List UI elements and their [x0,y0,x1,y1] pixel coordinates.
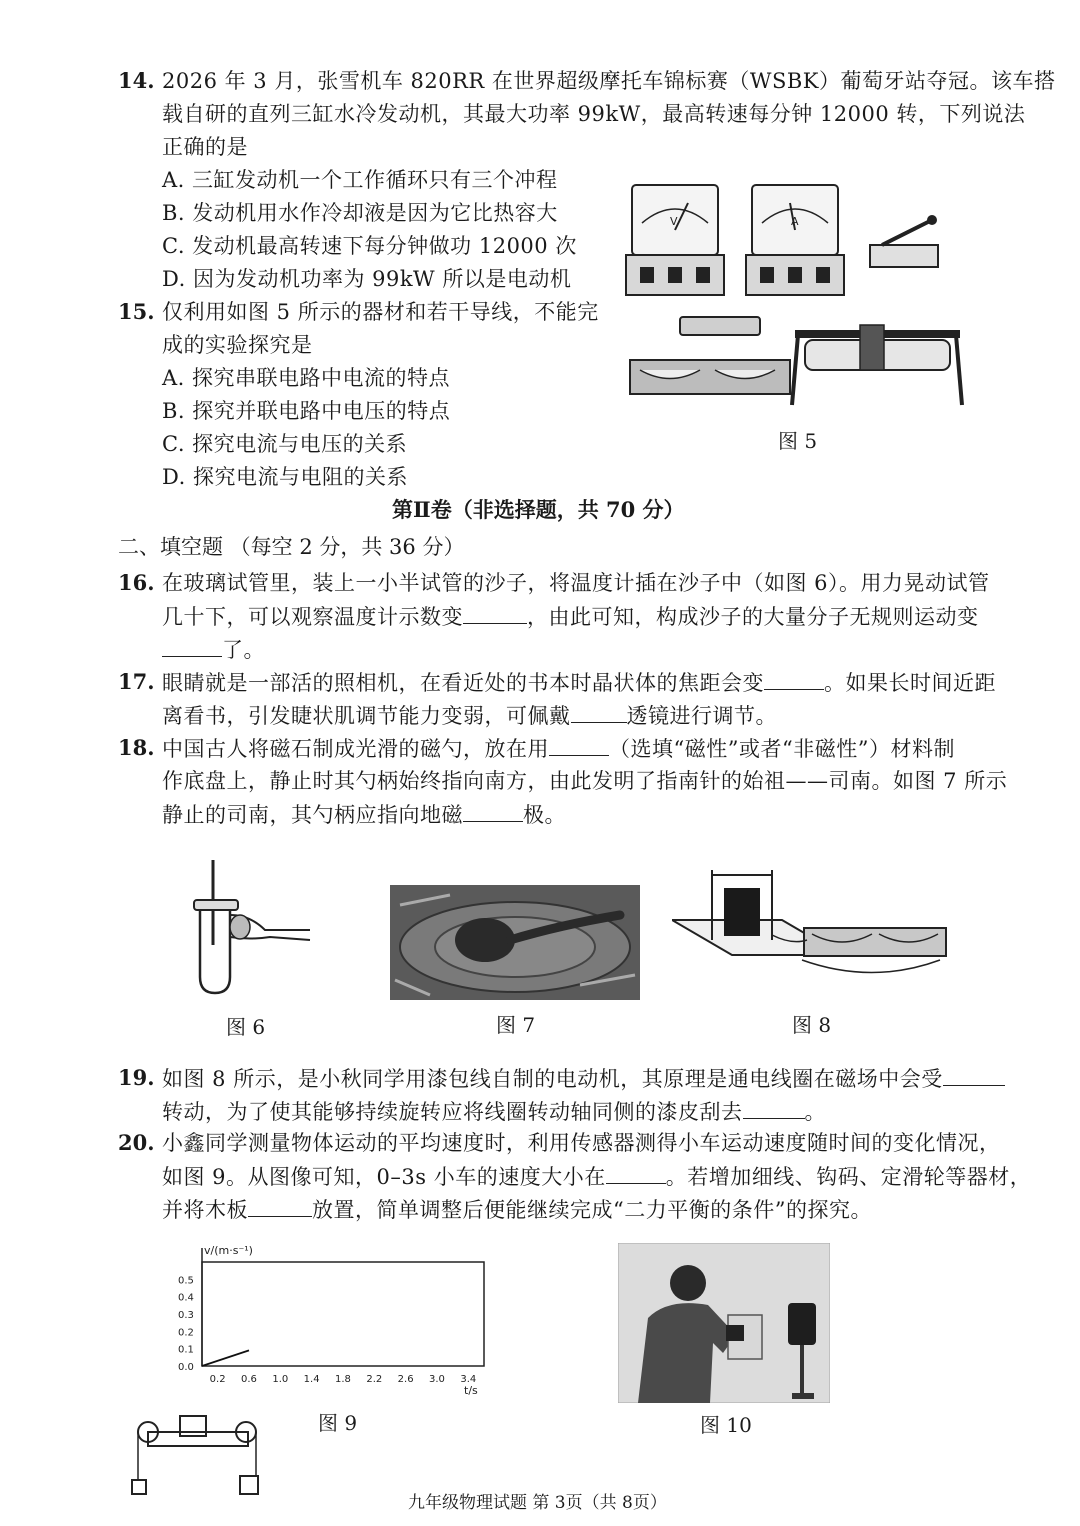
ammeter-symbol: A [791,215,799,228]
q18-number: 18. [118,735,155,760]
q14-stem-line2: 载自研的直列三缸水冷发动机，其最大功率 99kW，最高转速每分钟 12000 转，下列说法 [162,102,1026,126]
q16-line2-text-b: ，由此可知，构成沙子的大量分子无规则运动变 [527,605,979,629]
q20-blank-2[interactable] [248,1194,312,1217]
q18-blank-2[interactable] [463,799,523,822]
q20-line2 [162,1161,1031,1192]
q20-line3-text-b: 放置，简单调整后便能继续完成“二力平衡的条件”的探究。 [312,1198,872,1222]
figure-7-caption: 图 7 [496,1013,536,1037]
q15-option-d: D. 探究电流与电阻的关系 [162,465,408,489]
figure-10-caption: 图 10 [700,1413,752,1437]
q19-blank-2[interactable] [743,1096,805,1119]
q17-line2-text-b: 透镜进行调节。 [626,704,777,728]
q19-number: 19. [118,1065,155,1090]
q16-blank-1[interactable] [463,601,527,624]
x-tick-label: 3.0 [429,1374,445,1385]
x-tick-label: 2.6 [397,1374,414,1385]
coil [724,888,760,936]
weight-left [132,1480,146,1494]
q18-line3-text-b: 极。 [523,803,566,827]
q19-line1-text-a: 如图 8 所示，是小秋同学用漆包线自制的电动机，其原理是通电线圈在磁场中会受 [162,1067,943,1091]
battery-box [804,928,946,956]
q20-line2-text-a: 如图 9。从图像可知，0–3s 小车的速度大小在 [162,1165,606,1189]
q18-blank-1[interactable] [549,733,609,756]
y-tick-label: 0.3 [178,1310,194,1321]
q18-line2: 作底盘上，静止时其勺柄始终指向南方，由此发明了指南针的始祖——司南。如图 7 所示 [162,769,1008,793]
q16-line2-text-a: 几十下，可以观察温度计示数变 [162,605,463,629]
q18-line3-text-a: 静止的司南，其勺柄应指向地磁 [162,803,463,827]
voltmeter-symbol: V [670,215,678,228]
sliding-rheostat [792,325,962,405]
x-tick-label: 3.4 [460,1374,477,1385]
test-tube [200,900,230,993]
x-tick-label: 1.4 [303,1374,320,1385]
q15-stem-line2: 成的实验探究是 [162,333,313,357]
page-footer: 九年级物理试题 第 3页（共 8页） [408,1493,667,1513]
q19-line2 [162,1096,826,1127]
q18-line3 [162,799,566,830]
q20-line3 [162,1194,872,1225]
q20-number: 20. [118,1130,155,1155]
q15-stem-line1: 仅利用如图 5 所示的器材和若干导线，不能完 [162,300,599,324]
fixed-resistor [680,317,760,335]
figure-9-vt-chart [168,1238,498,1403]
y-tick-label: 0.2 [178,1327,194,1339]
q20-line1: 小鑫同学测量物体运动的平均速度时，利用传感器测得小车运动速度随时间的变化情况， [162,1131,1001,1155]
q17-blank-2[interactable] [571,700,627,723]
voltmeter [626,185,724,295]
q18-line1-text-b: （选填“磁性”或者“非磁性”）材料制 [609,737,955,761]
q19-line2-text-a: 转动，为了使其能够持续旋转应将线圈转动轴同侧的漆皮刮去 [162,1100,743,1124]
figure-10-photo [618,1243,830,1403]
q14-option-d: D. 因为发动机功率为 99kW 所以是电动机 [162,267,572,291]
q15-option-a: A. 探究串联电路中电流的特点 [162,366,451,390]
q15-number: 15. [118,299,155,324]
q20-blank-1[interactable] [606,1161,666,1184]
q16-line1: 在玻璃试管里，装上一小半试管的沙子，将温度计插在沙子中（如图 6）。用力晃动试管 [162,571,990,595]
q17-line1-text-a: 眼睛就是一部活的照相机，在看近处的书本时晶状体的焦距会变 [162,671,764,695]
q16-line3 [162,634,265,665]
chart-y-axis-label: v/(m·s⁻¹) [204,1244,253,1257]
q17-line2 [162,700,777,731]
knife-switch [870,215,938,267]
q17-line1-text-b: 。如果长时间近距 [824,671,996,695]
figure-6-test-tube [180,855,320,1000]
q20-line3-text-a: 并将木板 [162,1198,248,1222]
q14-option-c: C. 发动机最高转速下每分钟做功 12000 次 [162,234,577,258]
series-line-v [202,1350,249,1366]
y-tick-label: 0.0 [178,1362,194,1373]
chart-x-axis-label: t/s [464,1384,478,1397]
person-head [670,1265,706,1301]
q14-option-a: A. 三缸发动机一个工作循环只有三个冲程 [162,168,558,192]
y-tick-label: 0.4 [178,1292,194,1304]
pulley-setup-sketch [128,1410,268,1502]
figure-9-caption: 图 9 [318,1411,358,1435]
q14-stem-line1: 2026 年 3 月，张雪机车 820RR 在世界超级摩托车锦标赛（WSBK）葡萄牙站夺冠。该车搭 [162,69,1056,93]
q17-line1 [162,667,996,698]
q16-line3-text: 了。 [222,638,265,662]
fill-blank-heading: 二、填空题 （每空 2 分，共 36 分） [118,535,465,559]
q18-line1 [162,733,955,764]
section-2-title: 第Ⅱ卷（非选择题，共 70 分） [392,497,685,522]
q17-number: 17. [118,669,155,694]
q19-line2-text-b: 。 [804,1100,826,1124]
figure-8-motor [672,860,952,990]
x-tick-label: 1.8 [335,1374,351,1385]
q17-line2-text-a: 离看书，引发睫状肌调节能力变弱，可佩戴 [162,704,571,728]
q15-option-b: B. 探究并联电路中电压的特点 [162,399,451,423]
q16-number: 16. [118,570,155,595]
q19-blank-1[interactable] [943,1063,1005,1086]
q18-line1-text-a: 中国古人将磁石制成光滑的磁勺，放在用 [162,737,549,761]
q14-number: 14. [118,68,155,93]
figure-8-caption: 图 8 [792,1013,832,1037]
y-tick-label: 0.1 [178,1344,194,1356]
figure-5-equipment [620,175,970,415]
x-tick-label: 0.6 [241,1374,257,1385]
board [148,1432,248,1446]
x-tick-label: 2.2 [366,1374,383,1385]
x-tick-label: 1.0 [272,1374,289,1385]
x-tick-label: 0.2 [209,1374,226,1385]
chart-frame [202,1262,484,1366]
ammeter [746,185,844,295]
q14-stem-line3: 正确的是 [162,135,248,159]
q16-blank-2[interactable] [162,634,222,657]
weight-right [240,1476,258,1494]
q15-option-c: C. 探究电流与电压的关系 [162,432,408,456]
q19-line1 [162,1063,1005,1094]
figure-5-caption: 图 5 [778,429,818,453]
battery-box [630,360,790,394]
q16-line2 [162,601,979,632]
figure-6-caption: 图 6 [226,1015,266,1039]
q17-blank-1[interactable] [764,667,824,690]
q14-option-b: B. 发动机用水作冷却液是因为它比热容大 [162,201,558,225]
q20-line2-text-b: 。若增加细线、钩码、定滑轮等器材， [665,1165,1032,1189]
camera-device [788,1303,816,1345]
figure-7-sinan-photo [390,885,640,1000]
y-tick-label: 0.5 [178,1275,194,1287]
